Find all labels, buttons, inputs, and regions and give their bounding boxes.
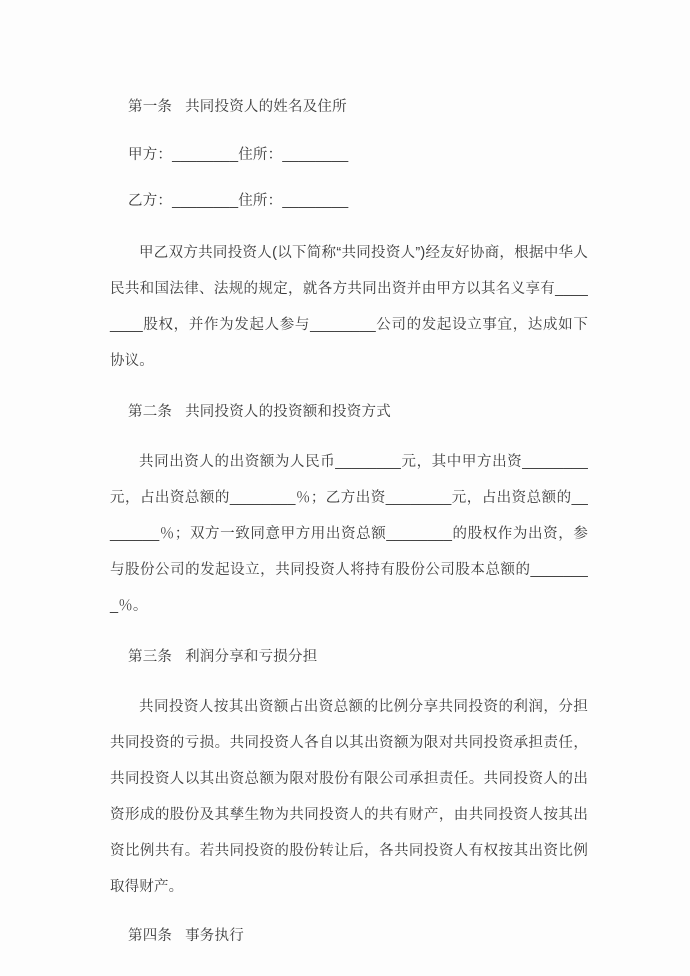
spacer bbox=[110, 166, 588, 190]
clause-number-4: 第四条 bbox=[128, 928, 173, 944]
spacer bbox=[110, 905, 588, 925]
party-a-line: 甲方：________住所：________ bbox=[128, 147, 349, 163]
clause-body-1: 甲乙双方共同投资人(以下简称“共同投资人”)经友好协商，根据中华人民共和国法律、法规的规定，就各方共同出资并由甲方以其名义享有________股权，并作为发起人参与________公司的发起设立事宜，达成如下协议。 bbox=[110, 245, 588, 369]
clause-heading-3 bbox=[128, 646, 588, 668]
document-body bbox=[110, 96, 588, 947]
clause-body-2: 共同出资人的出资额为人民币________元，其中甲方出资________元，占出资总额的________％；乙方出资________元，占出资总额的________％；双方一致同意甲方用出资总额________的股权作为出资，参与股份公司的发起设立，共同投资人将持有股份公司股本总额的________％。 bbox=[110, 454, 588, 614]
clause-heading-2 bbox=[128, 401, 588, 423]
spacer bbox=[110, 379, 588, 401]
spacer bbox=[110, 212, 588, 235]
clause-body-3: 共同投资人按其出资额占出资总额的比例分享共同投资的利润，分担共同投资的亏损。共同投资人各自以其出资额为限对共同投资承担责任，共同投资人以其出资总额为限对股份有限公司承担责任。共同投资人的出资形成的股份及其孳生物为共同投资人的共有财产，由共同投资人按其出资比例共有。若共同投资的股份转让后，各共同投资人有权按其出资比例取得财产。 bbox=[110, 699, 588, 895]
spacer bbox=[110, 624, 588, 646]
clause-title-2: 共同投资人的投资额和投资方式 bbox=[185, 404, 391, 420]
clause-title-3: 利润分享和亏损分担 bbox=[185, 649, 318, 665]
spacer bbox=[110, 668, 588, 689]
clause-heading-1 bbox=[128, 96, 588, 118]
spacer bbox=[110, 423, 588, 444]
spacer bbox=[110, 118, 588, 144]
clause-number-1: 第一条 bbox=[128, 99, 173, 115]
party-b-line: 乙方：________住所：________ bbox=[128, 193, 349, 209]
clause-title-4: 事务执行 bbox=[185, 928, 244, 944]
clause-heading-4 bbox=[128, 925, 588, 947]
clause-number-2: 第二条 bbox=[128, 404, 173, 420]
clause-number-3: 第三条 bbox=[128, 649, 173, 665]
clause-title-1: 共同投资人的姓名及住所 bbox=[185, 99, 347, 115]
